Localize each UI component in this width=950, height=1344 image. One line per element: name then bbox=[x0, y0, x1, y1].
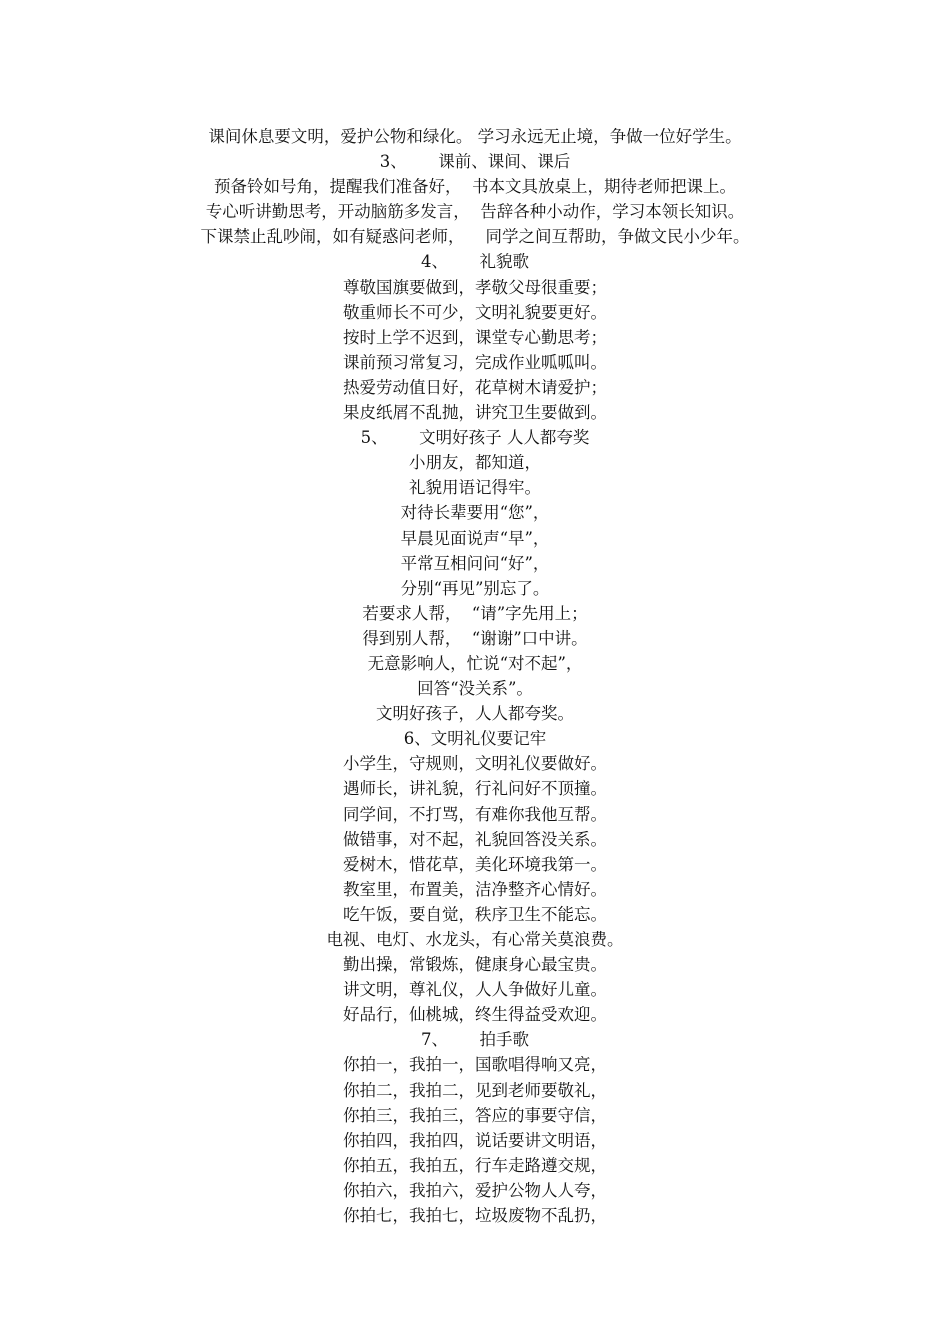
text-line: 礼貌用语记得牢。 bbox=[409, 478, 541, 498]
text-line: 7、 拍手歌 bbox=[421, 1030, 529, 1050]
text-line: 平常互相问问“好”， bbox=[400, 553, 550, 573]
text-line: 你拍三，我拍三，答应的事要守信， bbox=[343, 1105, 607, 1125]
text-line: 你拍四，我拍四，说话要讲文明语， bbox=[343, 1130, 607, 1150]
text-line: 好品行，仙桃城，终生得益受欢迎。 bbox=[343, 1005, 607, 1025]
text-line: 无意影响人，忙说“对不起”， bbox=[367, 653, 583, 673]
text-line: 对待长辈要用“您”， bbox=[400, 503, 550, 523]
text-line: 3、 课前、课间、课后 bbox=[379, 152, 571, 172]
text-line: 回答“没关系”。 bbox=[417, 679, 533, 699]
text-line: 课间休息要文明，爱护公物和绿化。 学习永远无止境，争做一位好学生。 bbox=[208, 127, 742, 146]
text-line: 遇师长，讲礼貌，行礼问好不顶撞。 bbox=[343, 779, 607, 799]
text-line: 文明好孩子，人人都夸奖。 bbox=[376, 704, 574, 724]
text-line: 电视、电灯、水龙头，有心常关莫浪费。 bbox=[326, 930, 624, 949]
text-line: 6、文明礼仪要记牢 bbox=[403, 729, 547, 749]
text-line: 热爱劳动值日好，花草树木请爱护； bbox=[343, 377, 607, 397]
text-line: 预备铃如号角，提醒我们准备好， 书本文具放桌上，期待老师把课上。 bbox=[214, 177, 736, 197]
text-line: 若要求人帮， “请”字先用上； bbox=[362, 603, 588, 623]
text-line: 教室里，布置美，洁净整齐心情好。 bbox=[343, 879, 607, 899]
text-line: 下课禁止乱吵闹，如有疑惑问老师， 同学之间互帮助，争做文民小少年。 bbox=[200, 227, 750, 247]
text-line: 尊敬国旗要做到，孝敬父母很重要； bbox=[343, 277, 607, 297]
text-line: 5、 文明好孩子 人人都夸奖 bbox=[360, 428, 590, 448]
text-line: 专心听讲勤思考，开动脑筋多发言， 告辞各种小动作，学习本领长知识。 bbox=[205, 202, 745, 222]
text-line: 得到别人帮， “谢谢”口中讲。 bbox=[362, 628, 588, 648]
text-line: 按时上学不迟到，课堂专心勤思考； bbox=[343, 327, 607, 347]
text-line: 早晨见面说声“早”， bbox=[400, 528, 550, 548]
text-line: 你拍二，我拍二，见到老师要敬礼， bbox=[343, 1080, 607, 1100]
text-line: 课前预习常复习，完成作业呱呱叫。 bbox=[343, 352, 607, 372]
text-line: 4、 礼貌歌 bbox=[421, 252, 529, 272]
text-line: 你拍一，我拍一，国歌唱得响又亮， bbox=[343, 1055, 607, 1075]
text-line: 敬重师长不可少，文明礼貌要更好。 bbox=[343, 302, 607, 322]
text-line: 勤出操，常锻炼，健康身心最宝贵。 bbox=[343, 955, 607, 975]
text-line: 吃午饭，要自觉，秩序卫生不能忘。 bbox=[343, 904, 607, 924]
text-line: 小朋友，都知道， bbox=[409, 453, 541, 473]
text-line: 你拍六，我拍六，爱护公物人人夸， bbox=[343, 1180, 607, 1200]
text-line: 果皮纸屑不乱抛，讲究卫生要做到。 bbox=[343, 403, 607, 423]
text-line: 小学生，守规则，文明礼仪要做好。 bbox=[343, 754, 607, 774]
text-line: 你拍五，我拍五，行车走路遵交规， bbox=[343, 1155, 607, 1175]
text-line: 分别“再见”别忘了。 bbox=[400, 578, 550, 598]
text-line: 做错事，对不起，礼貌回答没关系。 bbox=[343, 829, 607, 849]
text-line: 你拍七，我拍七，垃圾废物不乱扔， bbox=[343, 1206, 607, 1226]
text-line: 爱树木，惜花草，美化环境我第一。 bbox=[343, 854, 607, 874]
text-line: 讲文明，尊礼仪，人人争做好儿童。 bbox=[343, 980, 607, 1000]
text-line: 同学间，不打骂，有难你我他互帮。 bbox=[343, 804, 607, 824]
